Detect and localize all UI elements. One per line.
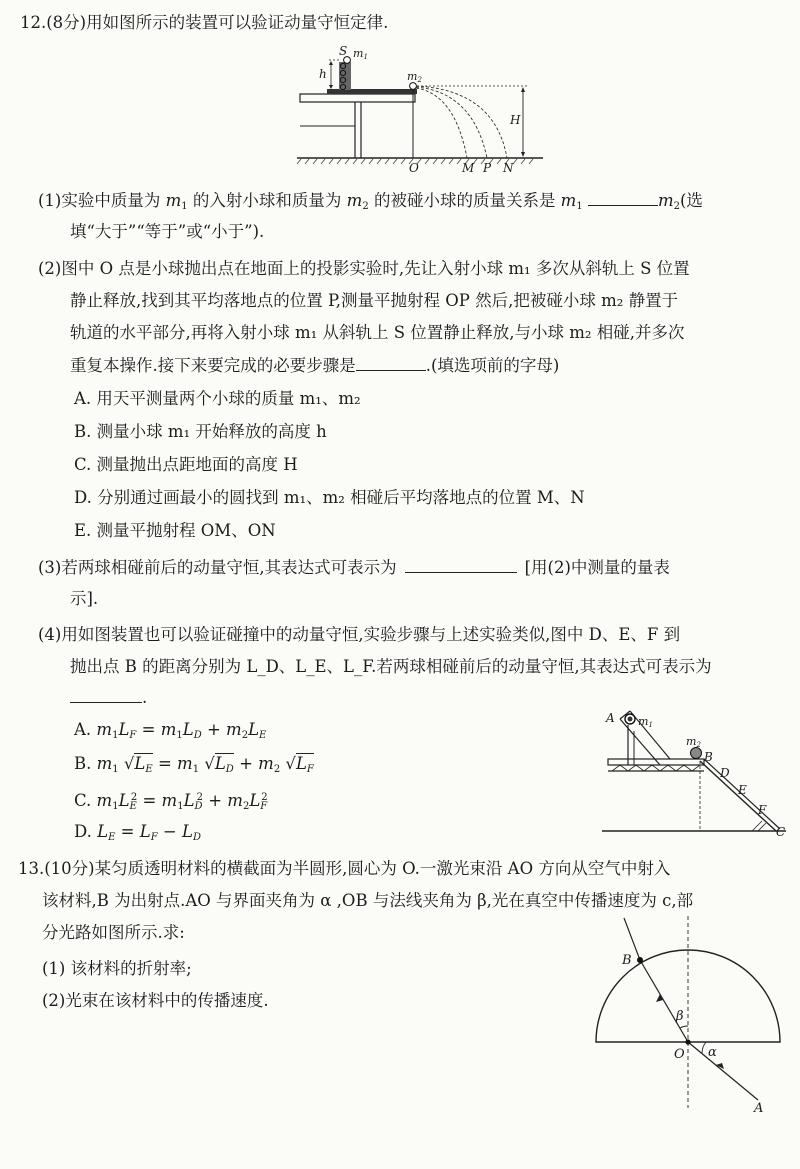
fig2-label-B: B bbox=[704, 750, 713, 764]
fig3-label-A: A bbox=[754, 1101, 764, 1116]
q12-part2-line1: (2)图中 O 点是小球抛出点在地面上的投影实验时,先让入射小球 m₁ 多次从斜轨上 S 位置 bbox=[38, 259, 690, 278]
q12-p4-l3: . bbox=[142, 688, 148, 707]
fig3-label-O: O bbox=[674, 1047, 685, 1062]
fig1-label-P: P bbox=[483, 161, 492, 175]
fig1-label-S: S bbox=[339, 44, 348, 58]
q12-option-E: E. 测量平抛射程 OM、ON bbox=[74, 521, 276, 540]
q12-title: 12.(8分)用如图所示的装置可以验证动量守恒定律. bbox=[20, 13, 389, 32]
q13-line3: 分光路如图所示.求: bbox=[42, 923, 185, 942]
q12-part4-line1: (4)用如图装置也可以验证碰撞中的动量守恒,实验步骤与上述实验类似,图中 D、E、F 到 bbox=[38, 625, 681, 644]
q12-figure-incline bbox=[600, 703, 790, 838]
q13-line2: 该材料,B 为出射点.AO 与界面夹角为 α ,OB 与法线夹角为 β,光在真空中传播速度为 c,部 bbox=[42, 891, 694, 910]
fig2-label-A: A bbox=[606, 711, 615, 725]
q12-option-B: B. 测量小球 m₁ 开始释放的高度 h bbox=[74, 422, 327, 441]
fig2-label-m1: m bbox=[638, 715, 649, 728]
fig1-label-m1-sub: 1 bbox=[363, 53, 368, 61]
q12-part3-line1 bbox=[38, 556, 670, 579]
svg-text:m1 bbox=[353, 47, 368, 61]
fig2-label-m2: m bbox=[686, 735, 697, 748]
q12-p4-choice-A: A. $m_1L_F = m_1L_D + m_2L_E$ bbox=[74, 720, 267, 741]
fig1-label-N: N bbox=[503, 161, 514, 175]
q12-p4-choice-C: C. $m_1L_E^2 = m_1L_D^2 + m_2L_F^2$ bbox=[74, 791, 268, 812]
q12-part1-line1: (1)实验中质量为 $m_1$ 的入射小球和质量为 $m_2$ 的被碰小球的质量关系是 $m_1$ $m_2$(选 bbox=[38, 191, 703, 212]
q12-part2-line4 bbox=[70, 354, 559, 377]
fig3-label-B: B bbox=[622, 953, 632, 968]
fig3-label-beta: β bbox=[676, 1009, 684, 1024]
q12-p1-d: (选 bbox=[680, 191, 703, 210]
q12-p3-l1b: [用(2)中测量的量表 bbox=[524, 558, 670, 577]
fig1-label-M: M bbox=[462, 161, 475, 175]
q13-line1: 13.(10分)某匀质透明材料的横截面为半圆形,圆心为 O.一激光束沿 AO 方向从空气中射入 bbox=[18, 859, 671, 878]
q12-p2-l4a: 重复本操作.接下来要完成的必要步骤是 bbox=[70, 356, 356, 375]
fig1-label-O: O bbox=[409, 161, 419, 175]
q12-p2-l4b: .(填选项前的字母) bbox=[425, 356, 560, 375]
fig2-label-m1-sub: 1 bbox=[648, 721, 653, 729]
fig1-label-H: H bbox=[510, 113, 521, 127]
svg-text:m1 bbox=[638, 715, 653, 729]
q13-sub1: (1) 该材料的折射率; bbox=[42, 959, 192, 978]
q12-option-A: A. 用天平测量两个小球的质量 m₁、m₂ bbox=[74, 389, 361, 408]
svg-text:m2 bbox=[686, 735, 701, 749]
fig1-label-h: h bbox=[319, 67, 327, 81]
q13-sub2: (2)光束在该材料中的传播速度. bbox=[42, 991, 269, 1010]
q12-p4-choice-B: B. $m_1$ $√L_E = m_1$ $√L_D + m_2$ $√L_F$ bbox=[74, 754, 314, 775]
fig1-label-m2-sub: 2 bbox=[417, 76, 422, 84]
fig2-label-m2-sub: 2 bbox=[696, 741, 701, 749]
q12-option-D: D. 分别通过画最小的圆找到 m₁、m₂ 相碰后平均落地点的位置 M、N bbox=[74, 488, 585, 507]
svg-text:m2 bbox=[407, 70, 422, 84]
q12-part3-line2: 示]. bbox=[70, 589, 99, 608]
q12-p4-answer-blank[interactable] bbox=[70, 686, 142, 703]
fig3-label-alpha: α bbox=[708, 1045, 717, 1060]
q12-part4-line2: 抛出点 B 的距离分别为 L_D、L_E、L_F.若两球相碰前后的动量守恒,其表达式可表示为 bbox=[70, 657, 712, 676]
q12-part1-line2: 填“大于”“等于”或“小于”). bbox=[70, 222, 265, 241]
q12-p1-c: 的被碰小球的质量关系是 bbox=[373, 191, 556, 210]
q12-p3-answer-blank[interactable] bbox=[405, 556, 517, 573]
fig1-label-m1: m bbox=[353, 47, 364, 60]
q12-p1-answer-blank[interactable] bbox=[588, 189, 658, 206]
fig2-label-E: E bbox=[738, 783, 747, 797]
fig1-label-m2: m bbox=[407, 70, 418, 83]
q12-p4-choice-D: D. $L_E = L_F - L_D$ bbox=[74, 822, 201, 843]
q12-part4-line3 bbox=[70, 686, 147, 709]
q12-p1-a: (1)实验中质量为 bbox=[38, 191, 161, 210]
q12-option-C: C. 测量抛出点距地面的高度 H bbox=[74, 455, 298, 474]
q12-p3-l1a: (3)若两球相碰前后的动量守恒,其表达式可表示为 bbox=[38, 558, 397, 577]
fig2-label-D: D bbox=[720, 766, 730, 780]
fig2-label-F: F bbox=[758, 803, 767, 817]
q12-part2-line3: 轨道的水平部分,再将入射小球 m₁ 从斜轨上 S 位置静止释放,与小球 m₂ 相碰,并多次 bbox=[70, 323, 685, 342]
q12-part2-line2: 静止释放,找到其平均落地点的位置 P,测量平抛射程 OP 然后,把被碰小球 m₂ 静置于 bbox=[70, 291, 679, 310]
q12-p1-b: 的入射小球和质量为 bbox=[192, 191, 342, 210]
q12-p2-answer-blank[interactable] bbox=[356, 354, 426, 371]
q13-figure-semicircle bbox=[588, 912, 788, 1116]
q12-figure-launcher bbox=[295, 44, 545, 174]
fig2-label-C: C bbox=[776, 825, 786, 839]
